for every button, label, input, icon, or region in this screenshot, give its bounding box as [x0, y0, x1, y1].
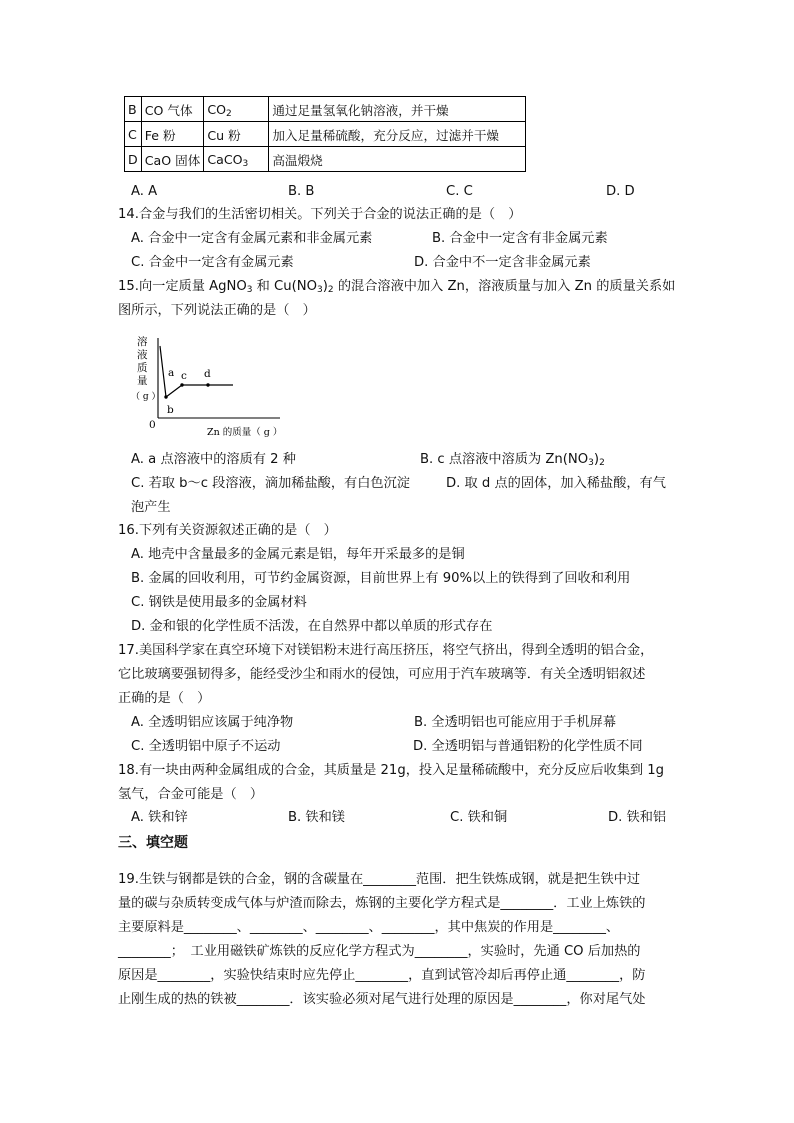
xlabel: Zn 的质量（ g ） — [207, 427, 283, 438]
q19-line6: 止刚生成的热的铁被________．该实验必须对尾气进行处理的原因是________，你对尾气处 — [118, 992, 646, 1007]
table-row — [125, 97, 526, 122]
solution-mass-graph — [130, 330, 300, 442]
q15-option-b: B. c 点溶液中溶质为 $Zn(NO_3)_2$ — [420, 452, 605, 468]
ylabel-char: 质 — [137, 362, 148, 374]
q17-stem-line3: 正确的是（ ） — [118, 691, 211, 706]
q19-line3: 主要原料是________、________、________、________，其中焦炭的作用是________、 — [118, 920, 620, 935]
point-c-dot — [180, 383, 183, 386]
q19-line1: 19.生铁与钢都是铁的合金，钢的含碳量在________范围．把生铁炼成钢，就是把生铁中过 — [118, 872, 641, 887]
q15-option-a: A. a 点溶液中的溶质有 2 种 — [131, 452, 296, 467]
table-cell: CaCO$_3$ — [204, 147, 269, 172]
q15-option-d: D. 取 d 点的固体，加入稀盐酸，有气 — [446, 476, 666, 491]
q14-stem: 14.合金与我们的生活密切相关。下列关于合金的说法正确的是（ ） — [118, 207, 522, 222]
q17-option-c: C. 全透明铝中原子不运动 — [131, 739, 281, 754]
q13-option-a: A. A — [131, 184, 158, 199]
q14-option-a: A. 合金中一定含有金属元素和非金属元素 — [131, 231, 373, 246]
section-heading: 三、填空题 — [118, 835, 188, 851]
table-row — [125, 147, 526, 172]
q17-option-d: D. 全透明铝与普通铝粉的化学性质不同 — [413, 739, 643, 754]
q14-option-d: D. 合金中不一定含非金属元素 — [414, 255, 591, 270]
q19-line5: 原因是________，实验快结束时应先停止________，直到试管冷却后再停止通________，防 — [118, 968, 646, 983]
table-row — [125, 122, 526, 147]
q15-stem: 15.向一定质量 AgNO$_3$ 和 $Cu(NO_3)_2$ 的混合溶液中加入 Zn，溶液质量与加入 Zn 的质量关系如 — [118, 279, 676, 295]
table-cell: 加入足量稀硫酸，充分反应，过滤并干燥 — [269, 122, 526, 147]
point-d-label: d — [204, 368, 211, 380]
ylabel-char: 溶 — [137, 336, 148, 348]
q13-option-b: B. B — [288, 184, 315, 199]
q19-line2: 量的碳与杂质转变成气体与炉渣而除去，炼钢的主要化学方程式是________．工业上炼铁的 — [118, 896, 646, 911]
q15-option-d-cont: 泡产生 — [131, 500, 171, 515]
q15-option-c: C. 若取 b～c 段溶液，滴加稀盐酸，有白色沉淀 — [131, 476, 410, 491]
q18-option-b: B. 铁和镁 — [288, 810, 345, 825]
q17-stem-line2: 它比玻璃要强韧得多，能经受沙尘和雨水的侵蚀，可应用于汽车玻璃等．有关全透明铝叙述 — [118, 667, 646, 682]
point-b-dot — [164, 395, 167, 398]
table-cell: Fe 粉 — [141, 122, 204, 147]
table-cell: $CO_2$ — [204, 97, 269, 122]
q13-option-c: C. C — [446, 184, 473, 199]
q18-stem-line2: 氢气，合金可能是（ ） — [118, 787, 264, 802]
q16-option-c: C. 钢铁是使用最多的金属材料 — [131, 595, 307, 610]
q19-line4: ________； 工业用磁铁矿炼铁的反应化学方程式为________，实验时，先通 CO 后加热的 — [118, 944, 641, 959]
table-cell: CaO 固体 — [141, 147, 204, 172]
q17-option-b: B. 全透明铝也可能应用于手机屏幕 — [414, 715, 617, 730]
q14-option-b: B. 合金中一定含有非金属元素 — [432, 231, 608, 246]
ylabel-char: 量 — [137, 375, 148, 387]
q14-option-c: C. 合金中一定含有金属元素 — [131, 255, 294, 270]
ylabel-char: 液 — [137, 349, 148, 361]
table-cell: B — [125, 97, 142, 122]
ylabel-unit: （ g ） — [131, 392, 161, 402]
table-cell: CO 气体 — [141, 97, 204, 122]
origin-label: 0 — [149, 419, 156, 431]
q16-option-a: A. 地壳中含量最多的金属元素是铝，每年开采最多的是铜 — [131, 547, 465, 562]
table-cell: 通过足量氢氧化钠溶液，并干燥 — [269, 97, 526, 122]
q18-option-c: C. 铁和铜 — [450, 810, 508, 825]
table-cell: D — [125, 147, 142, 172]
q18-option-a: A. 铁和锌 — [131, 810, 188, 825]
q16-option-b: B. 金属的回收利用，可节约金属资源，目前世界上有 90%以上的铁得到了回收和利用 — [131, 571, 631, 586]
q13-option-d: D. D — [606, 184, 635, 199]
q17-option-a: A. 全透明铝应该属于纯净物 — [131, 715, 294, 730]
point-b-label: b — [167, 404, 174, 416]
q18-stem-line1: 18.有一块由两种金属组成的合金，其质量是 21g，投入足量稀硫酸中，充分反应后收集到 1g — [118, 763, 665, 778]
q17-stem-line1: 17.美国科学家在真空环境下对镁铝粉末进行高压挤压，将空气挤出，得到全透明的铝合金， — [118, 643, 654, 658]
q16-option-d: D. 金和银的化学性质不活泼，在自然界中都以单质的形式存在 — [131, 619, 493, 634]
point-d-dot — [206, 383, 209, 386]
q15-stem-line2: 图所示，下列说法正确的是（ ） — [118, 303, 316, 318]
q18-option-d: D. 铁和铝 — [608, 810, 667, 825]
options-table — [124, 96, 526, 172]
table-cell: 高温煅烧 — [269, 147, 526, 172]
q16-stem: 16.下列有关资源叙述正确的是（ ） — [118, 523, 337, 538]
table-cell: C — [125, 122, 142, 147]
table-cell: Cu 粉 — [204, 122, 269, 147]
point-c-label: c — [181, 370, 187, 382]
point-a-label: a — [168, 367, 175, 379]
